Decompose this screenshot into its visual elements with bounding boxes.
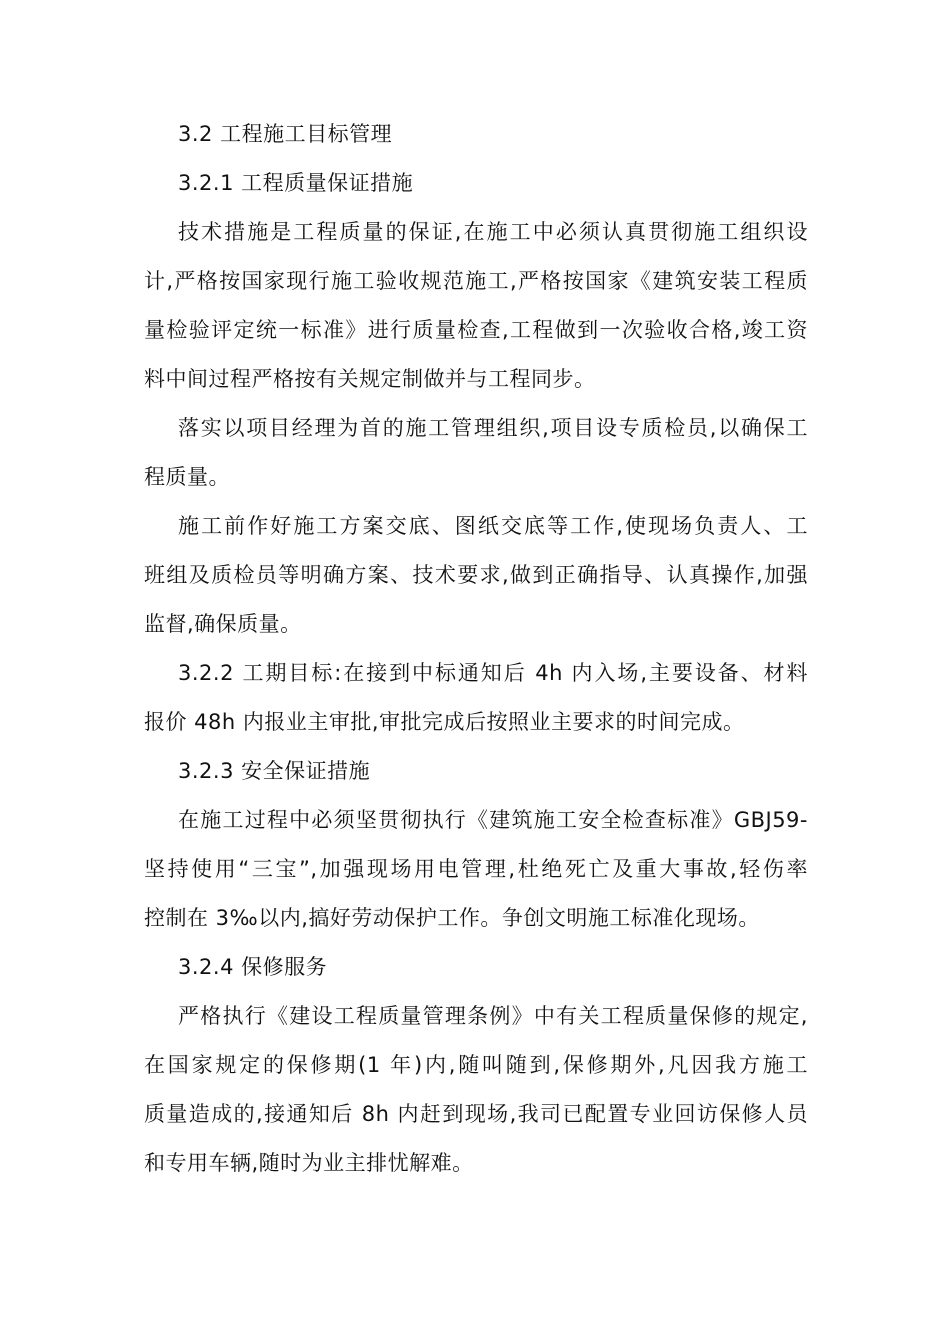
paragraph-line: 计,严格按国家现行施工验收规范施工,严格按国家《建筑安装工程质: [144, 269, 808, 293]
section-heading-3-2-3: 3.2.3 安全保证措施: [178, 759, 371, 783]
paragraph-line: 技术措施是工程质量的保证,在施工中必须认真贯彻施工组织设: [178, 220, 808, 244]
paragraph-line: 控制在 3‰以内,搞好劳动保护工作。争创文明施工标准化现场。: [144, 906, 760, 930]
paragraph-line: 料中间过程严格按有关规定制做并与工程同步。: [144, 367, 596, 391]
paragraph-line: 监督,确保质量。: [144, 612, 302, 636]
paragraph-line: 落实以项目经理为首的施工管理组织,项目设专质检员,以确保工: [178, 416, 808, 440]
document-page: [144, 110, 808, 1188]
paragraph-line: 和专用车辆,随时为业主排忧解难。: [144, 1151, 474, 1175]
section-heading-3-2: 3.2 工程施工目标管理: [178, 122, 393, 146]
paragraph-line: 在国家规定的保修期(1 年)内,随叫随到,保修期外,凡因我方施工: [144, 1053, 808, 1077]
schedule-target-line: 3.2.2 工期目标:在接到中标通知后 4h 内入场,主要设备、材料: [178, 661, 808, 685]
paragraph-line: 坚持使用“三宝”,加强现场用电管理,杜绝死亡及重大事故,轻伤率: [144, 857, 808, 881]
paragraph-line: 在施工过程中必须坚贯彻执行《建筑施工安全检查标准》GBJ59-: [178, 808, 808, 832]
section-heading-3-2-4: 3.2.4 保修服务: [178, 955, 328, 979]
section-heading-3-2-1: 3.2.1 工程质量保证措施: [178, 171, 414, 195]
paragraph-line: 质量造成的,接通知后 8h 内赶到现场,我司已配置专业回访保修人员: [144, 1102, 808, 1126]
paragraph-line: 报价 48h 内报业主审批,审批完成后按照业主要求的时间完成。: [144, 710, 745, 734]
paragraph-line: 严格执行《建设工程质量管理条例》中有关工程质量保修的规定,: [178, 1004, 808, 1028]
paragraph-line: 量检验评定统一标准》进行质量检查,工程做到一次验收合格,竣工资: [144, 318, 808, 342]
paragraph-line: 施工前作好施工方案交底、图纸交底等工作,使现场负责人、工: [178, 514, 808, 538]
paragraph-line: 程质量。: [144, 465, 230, 489]
paragraph-line: 班组及质检员等明确方案、技术要求,做到正确指导、认真操作,加强: [144, 563, 808, 587]
